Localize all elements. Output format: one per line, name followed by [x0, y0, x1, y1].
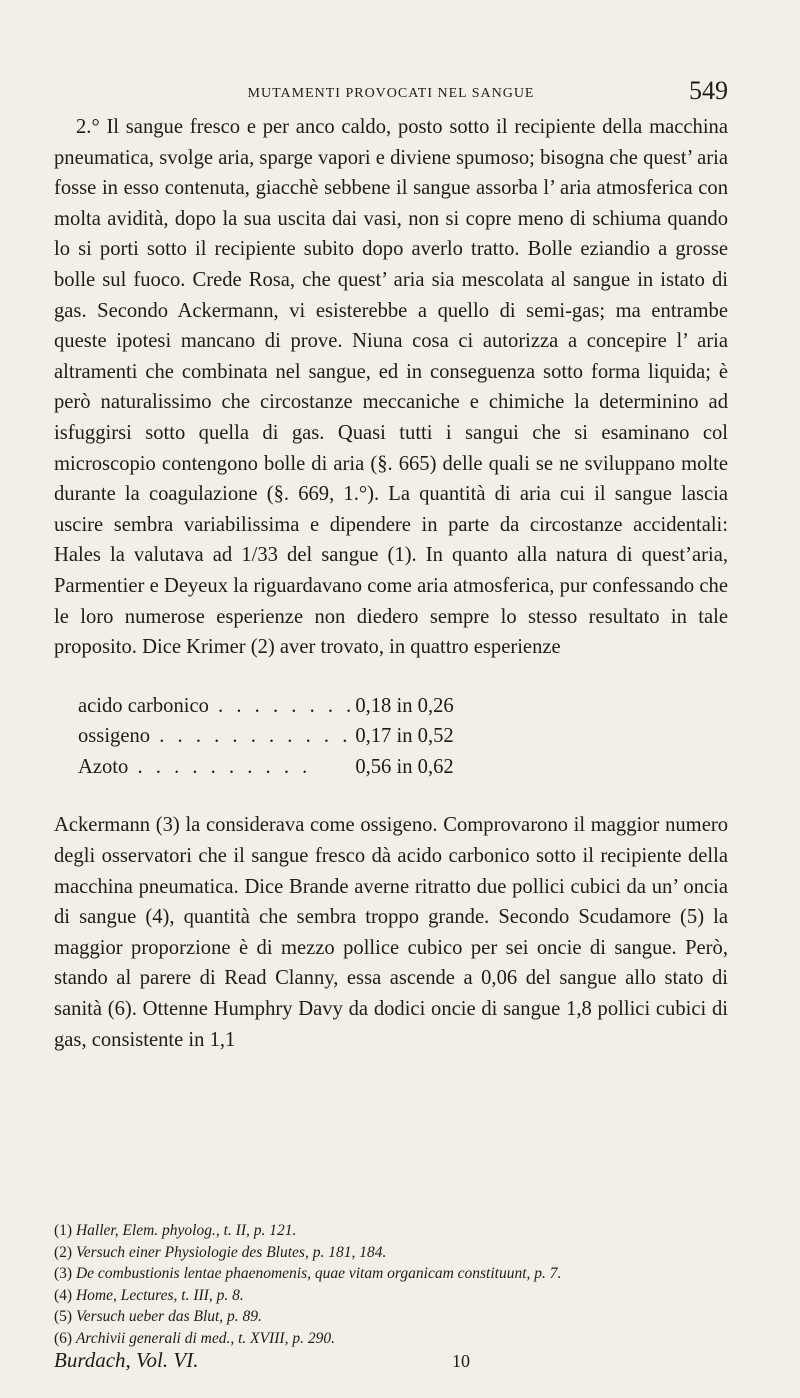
footnote-number: (6) — [54, 1329, 73, 1347]
leader-dots: . . . . . . . . . . . — [150, 725, 352, 748]
footnote-reference: Home, Lectures, t. III, p. 8. — [75, 1286, 244, 1304]
footnotes — [54, 1220, 728, 1349]
footnote — [54, 1263, 728, 1285]
leader-dots: . . . . . . . . . . — [128, 755, 312, 778]
footnote-reference: Haller, Elem. phyolog., t. II, p. 121. — [75, 1222, 297, 1239]
signature-text: Burdach, Vol. VI. — [54, 1348, 199, 1372]
footnote-reference: Versuch ueber das Blut, p. 89. — [75, 1308, 262, 1325]
page-header — [54, 72, 728, 112]
footnote-number: (2) — [54, 1243, 73, 1261]
body-text — [54, 112, 728, 1055]
gas-name: ossigeno — [78, 725, 151, 748]
gas-value: 0,17 in 0,52 — [355, 725, 454, 748]
footnote — [54, 1306, 728, 1328]
footnote-number: (4) — [54, 1286, 73, 1304]
table-row — [78, 721, 535, 752]
gas-value: 0,18 in 0,26 — [355, 694, 454, 717]
paragraph: Ackermann (3) la considerava come ossigeno. Comprovarono il maggior numero degli osservatori che il sangue fresco dà acido carbonico sotto il recipiente della macchina pneumatica. Dice Brande averne ritratto due pollici cubici da un’ oncia di sangue (4), quantità che sembra troppo grande. Secondo Scudamore (5) la maggior proporzione è di mezzo pollice cubico per sei oncie di sangue. Però, stando al parere di Read Clanny, essa ascende a 0,06 del sangue allo stato di sanità (6). Ottenne Humphry Davy da dodici oncie di sangue 1,8 pollici cubici di gas, consistente in 1,1 — [54, 814, 728, 1051]
gas-name: Azoto — [78, 755, 129, 778]
sheet-number: 10 — [452, 1351, 470, 1371]
gas-name: acido carbonico — [78, 694, 209, 717]
gas-composition-table — [78, 691, 535, 783]
printer-signature — [54, 1348, 728, 1378]
table-row — [78, 752, 535, 783]
gas-name-cell — [78, 721, 355, 752]
footnote-number: (3) — [54, 1265, 73, 1282]
footnote-number: (1) — [54, 1222, 73, 1239]
leader-dots: . . . . . . . . — [208, 694, 356, 717]
page-number: 549 — [689, 76, 728, 105]
footnote-reference: Archivii generali di med., t. XVIII, p. 290. — [75, 1329, 335, 1347]
footnote-number: (5) — [54, 1308, 73, 1325]
footnote-reference: Versuch einer Physiologie des Blutes, p. 181, 184. — [75, 1243, 387, 1261]
running-head: MUTAMENTI PROVOCATI NEL SANGUE — [247, 86, 535, 101]
gas-name-cell — [78, 691, 355, 722]
gas-value: 0,56 in 0,62 — [355, 755, 454, 778]
footnote — [54, 1242, 728, 1264]
footnote — [54, 1328, 728, 1350]
table-row — [78, 691, 535, 722]
gas-name-cell — [78, 752, 355, 783]
footnote-reference: De combustionis lentae phaenomenis, quae vitam organicam constituunt, p. 7. — [75, 1265, 562, 1282]
paragraph: 2.° Il sangue fresco e per anco caldo, posto sotto il recipiente della macchina pneumatica, svolge aria, sparge vapori e diviene spumoso; bisogna che quest’ aria fosse in esso contenuta, giacchè sebbene il sangue assorba l’ aria atmosferica con molta avidità, dopo la sua uscita dai vasi, non si copre meno di schiuma quando lo si porti sotto il recipiente subito dopo averlo tratto. Bolle eziandio a grosse bolle sul fuoco. Crede Rosa, che quest’ aria sia mescolata al sangue in istato di gas. Secondo Ackermann, vi esisterebbe a quello di semi-gas; ma entrambe queste ipotesi mancano di prove. Niuna cosa ci autorizza a concepire l’ aria altramenti che combinata nel sangue, ed in conseguenza sotto forma liquida; è però naturalissimo che circostanze meccaniche e chimiche la determinino ad isfuggirsi sotto quella di gas. Quasi tutti i sangui che si esaminano col microscopio contengono bolle di aria (§. 665) delle quali se ne sviluppano molte durante la coagulazione (§. 669, 1.°). La quantità di aria cui il sangue lascia uscire sembra variabilissima e dipendere in parte da circostanze accidentali: Hales la valutava ad 1/33 del sangue (1). In quanto alla natura di quest’aria, Parmentier e Deyeux la riguardavano come aria atmosferica, pur confessando che le loro numerose esperienze non diedero sempre lo stesso resultato in tale proposito. Dice Krimer (2) aver trovato, in quattro esperienze — [54, 116, 728, 659]
footnote — [54, 1220, 728, 1242]
footnote — [54, 1285, 728, 1307]
